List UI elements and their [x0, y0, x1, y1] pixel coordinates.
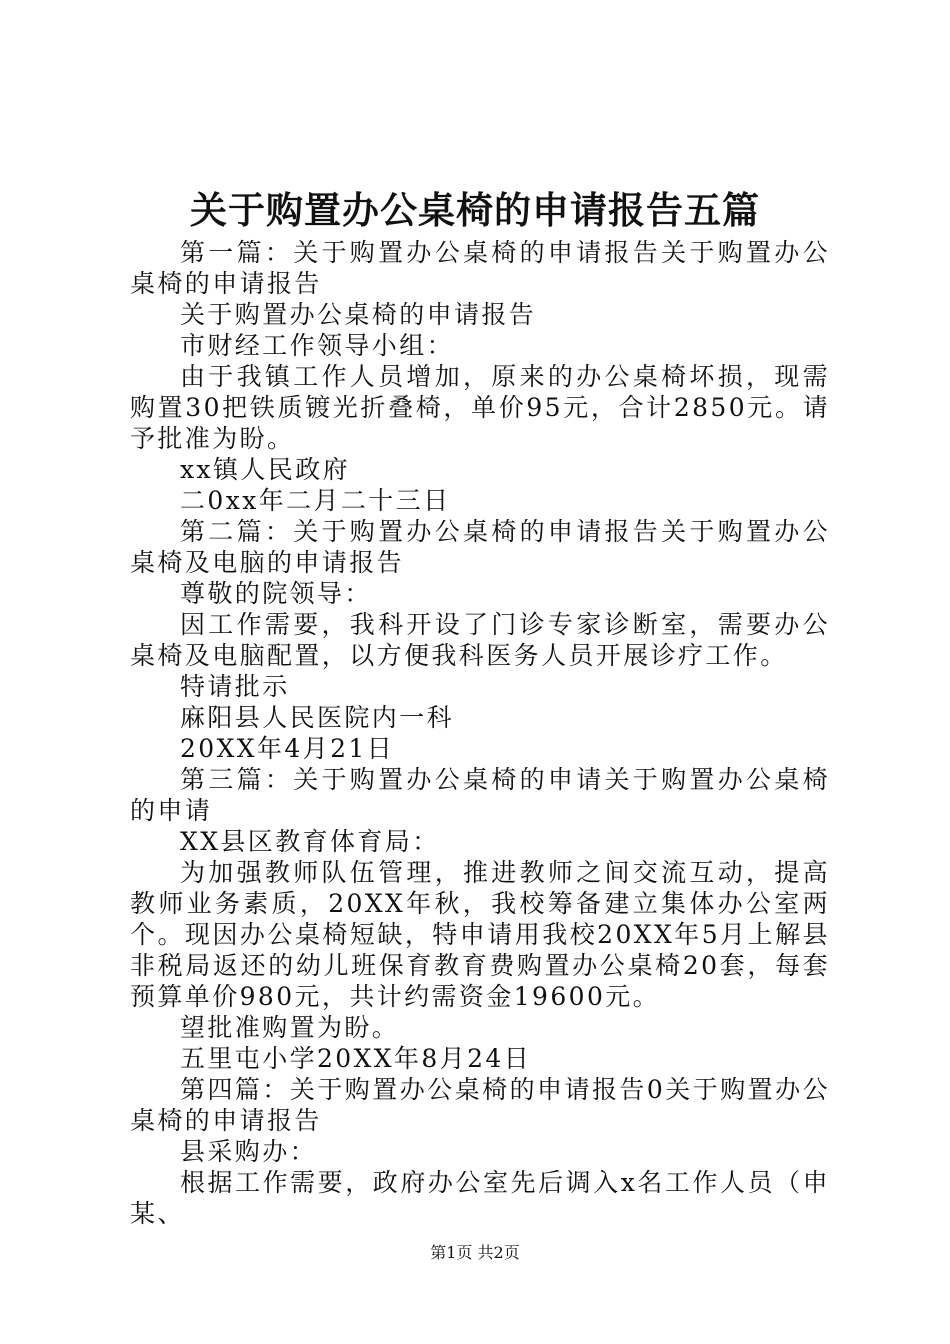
paragraph: 特请批示 — [180, 672, 290, 701]
paragraph: 由于我镇工作人员增加，原来的办公桌椅坏损，现需购置30把铁质镀光折叠椅，单价95元，合计2850元。请予批准为盼。 — [130, 362, 830, 453]
paragraph: 第一篇：关于购置办公桌椅的申请报告关于购置办公桌椅的申请报告 — [130, 238, 830, 298]
paragraph: 为加强教师队伍管理，推进教师之间交流互动，提高教师业务素质，20XX年秋，我校筹备建立集体办公室两个。现因办公桌椅短缺，特申请用我校20XX年5月上解县非税局返还的幼儿班保育教育费购置办公桌椅20套，每套预算单价980元，共计约需资金19600元。 — [130, 858, 830, 1011]
document-title: 关于购置办公桌椅的申请报告五篇 — [190, 188, 760, 232]
paragraph: 望批准购置为盼。 — [180, 1013, 400, 1042]
paragraph: 第二篇：关于购置办公桌椅的申请报告关于购置办公桌椅及电脑的申请报告 — [130, 517, 830, 577]
paragraph: 五里屯小学20XX年8月24日 — [180, 1044, 532, 1073]
paragraph: XX县区教育体育局： — [180, 827, 440, 856]
paragraph: 关于购置办公桌椅的申请报告 — [180, 300, 537, 329]
page-footer: 第1页 共2页 — [430, 1243, 520, 1262]
paragraph: 市财经工作领导小组： — [180, 331, 455, 360]
document-body — [130, 237, 830, 1229]
paragraph: 麻阳县人民医院内一科 — [180, 703, 455, 732]
paragraph: 县采购办： — [180, 1137, 318, 1166]
paragraph: 根据工作需要，政府办公室先后调入x名工作人员（申某、 — [130, 1168, 830, 1228]
paragraph: 尊敬的院领导： — [180, 579, 372, 608]
paragraph: 因工作需要，我科开设了门诊专家诊断室，需要办公桌椅及电脑配置，以方便我科医务人员开展诊疗工作。 — [130, 610, 830, 670]
paragraph: xx镇人民政府 — [180, 455, 350, 484]
paragraph: 第三篇：关于购置办公桌椅的申请关于购置办公桌椅的申请 — [130, 765, 830, 825]
paragraph: 二0xx年二月二十三日 — [180, 486, 451, 515]
paragraph: 20XX年4月21日 — [180, 734, 395, 763]
paragraph: 第四篇：关于购置办公桌椅的申请报告0关于购置办公桌椅的申请报告 — [130, 1075, 830, 1135]
